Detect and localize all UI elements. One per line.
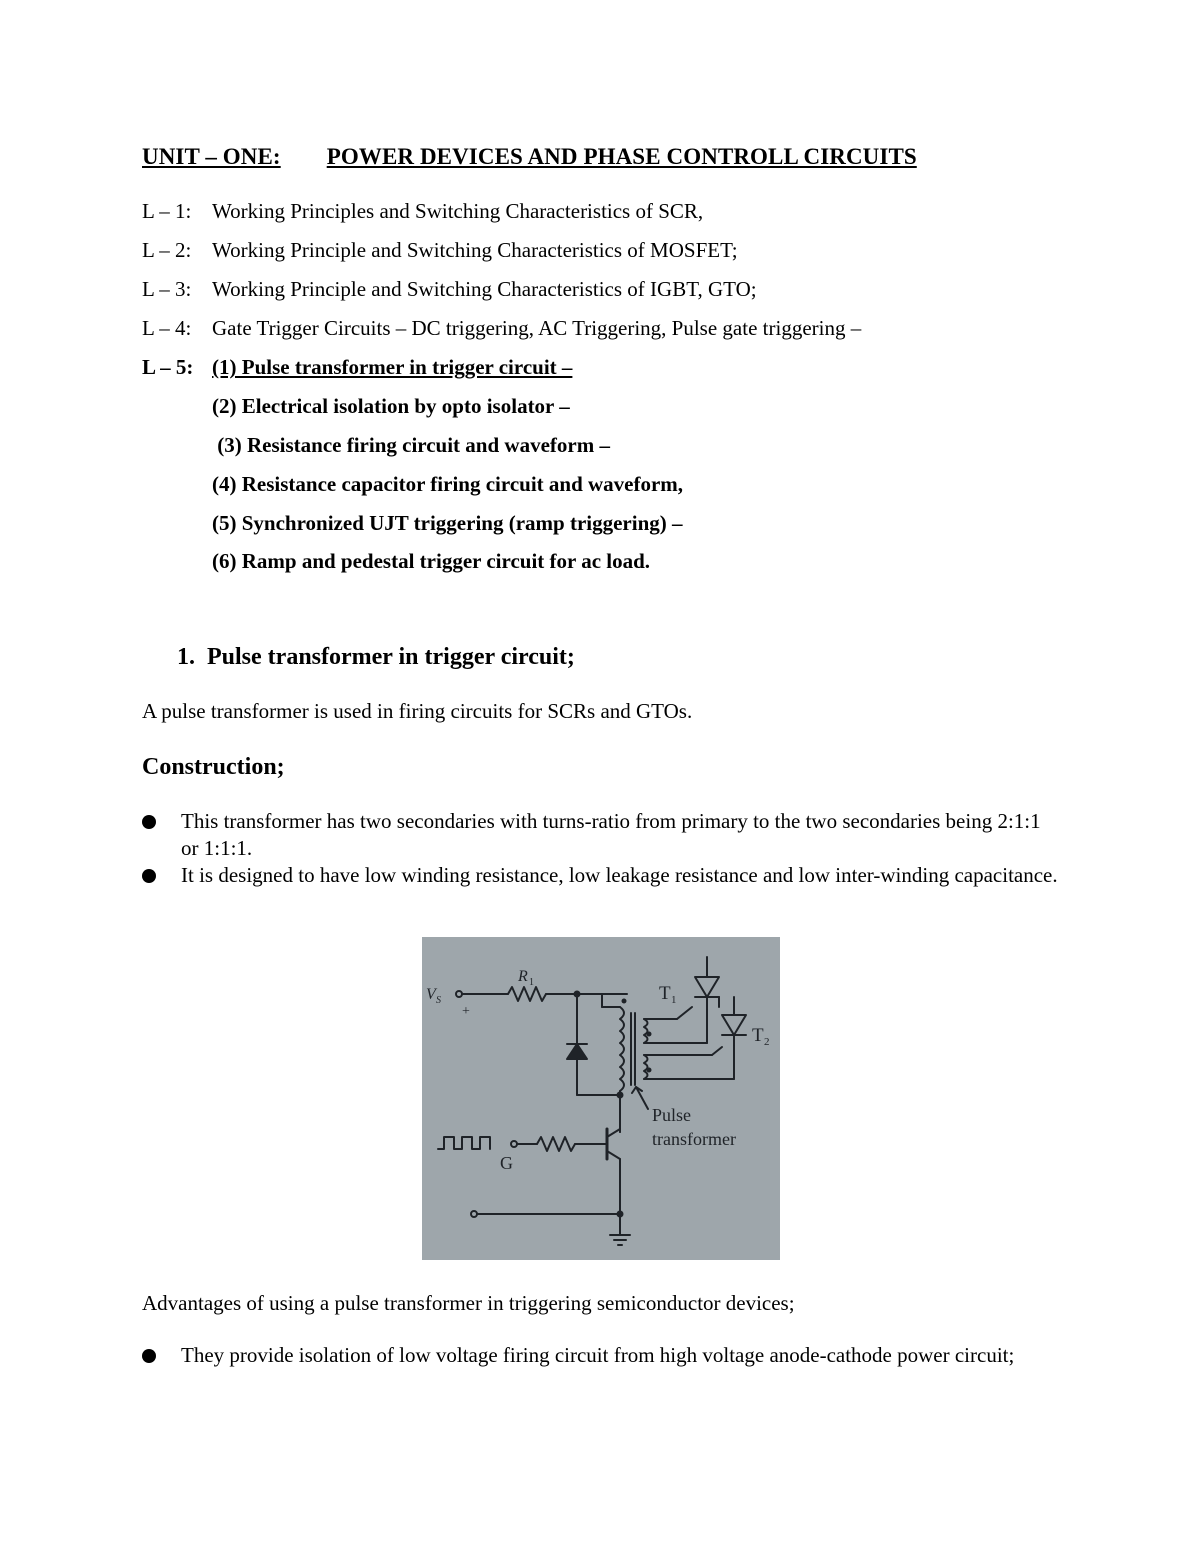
base-resistor [537, 1137, 575, 1151]
gate-pulse-waveform [438, 1137, 490, 1149]
section-number: 1. [177, 644, 195, 670]
lesson-text: Working Principle and Switching Characteristics of MOSFET; [212, 238, 738, 262]
freewheel-diode [567, 1044, 587, 1059]
lesson-subitem: (3) Resistance firing circuit and waveform – [212, 433, 610, 457]
section-title: Pulse transformer in trigger circuit; [207, 644, 575, 670]
bullet-text: It is designed to have low winding resistance, low leakage resistance and low inter-winding capacitance. [181, 863, 1058, 887]
unit-label: UNIT – ONE: [142, 144, 281, 169]
t2-thyristor [722, 1015, 746, 1035]
t2-subscript: 2 [764, 1036, 770, 1048]
bullet-item [142, 862, 1062, 889]
lesson-code: L – 2: [142, 238, 192, 262]
construction-heading: Construction; [142, 754, 285, 780]
unit-topic: POWER DEVICES AND PHASE CONTROLL CIRCUITS [326, 144, 917, 169]
lesson-text: Gate Trigger Circuits – DC triggering, AC Triggering, Pulse gate triggering – [212, 316, 862, 340]
secondary-winding-2 [644, 1055, 648, 1079]
lesson-subitem: (6) Ramp and pedestal trigger circuit for ac load. [212, 549, 651, 573]
t1-label: T [659, 983, 671, 1004]
r1-resistor [508, 987, 546, 1001]
lesson-code: L – 3: [142, 277, 192, 301]
section-intro: A pulse transformer is used in firing circuits for SCRs and GTOs. [142, 699, 693, 723]
transformer-label: transformer [652, 1129, 736, 1149]
g-label: G [500, 1153, 513, 1173]
lesson-item [142, 199, 703, 224]
lesson-text: Working Principles and Switching Characteristics of SCR, [212, 199, 704, 223]
pulse-transformer-circuit-diagram [422, 937, 780, 1260]
t1-subscript: 1 [671, 994, 677, 1006]
section-heading [177, 644, 575, 671]
lesson-item [142, 316, 861, 341]
bullet-dot [142, 1349, 156, 1363]
vs-subscript: S [436, 995, 441, 1006]
lesson-item-current [142, 355, 572, 380]
bullet-text: This transformer has two secondaries with turns-ratio from primary to the two secondaries being 2:1:1 or 1:1:1. [181, 809, 1041, 860]
t2-label: T [752, 1025, 764, 1046]
lesson-subitem: (2) Electrical isolation by opto isolator – [212, 394, 570, 418]
lesson-item [142, 277, 757, 302]
r1-subscript: 1 [529, 977, 534, 988]
pulse-label: Pulse [652, 1105, 692, 1125]
bullet-dot [142, 815, 156, 829]
unit-title [142, 144, 917, 170]
lesson-code: L – 5: [142, 355, 194, 379]
plus-label: + [462, 1004, 470, 1019]
advantages-intro: Advantages of using a pulse transformer in triggering semiconductor devices; [142, 1291, 795, 1315]
lesson-text: Working Principle and Switching Characteristics of IGBT, GTO; [212, 277, 757, 301]
bullet-item [142, 808, 1062, 862]
bullet-item [142, 1342, 1062, 1369]
t1-thyristor [695, 977, 719, 997]
lesson-code: L – 4: [142, 316, 192, 340]
vs-label: V [426, 986, 436, 1003]
bullet-text: They provide isolation of low voltage firing circuit from high voltage anode-cathode power circuit; [181, 1343, 1015, 1367]
lesson-subitem: (4) Resistance capacitor firing circuit and waveform, [212, 472, 684, 496]
lesson-subitem: (5) Synchronized UJT triggering (ramp triggering) – [212, 511, 683, 535]
primary-winding [620, 1007, 624, 1091]
secondary-winding-1 [644, 1019, 648, 1043]
lesson-item [142, 238, 738, 263]
bullet-dot [142, 869, 156, 883]
r1-label: R [518, 968, 528, 985]
circuit-figure [422, 937, 780, 1260]
lesson-text: (1) Pulse transformer in trigger circuit – [212, 355, 573, 379]
lesson-code: L – 1: [142, 199, 192, 223]
